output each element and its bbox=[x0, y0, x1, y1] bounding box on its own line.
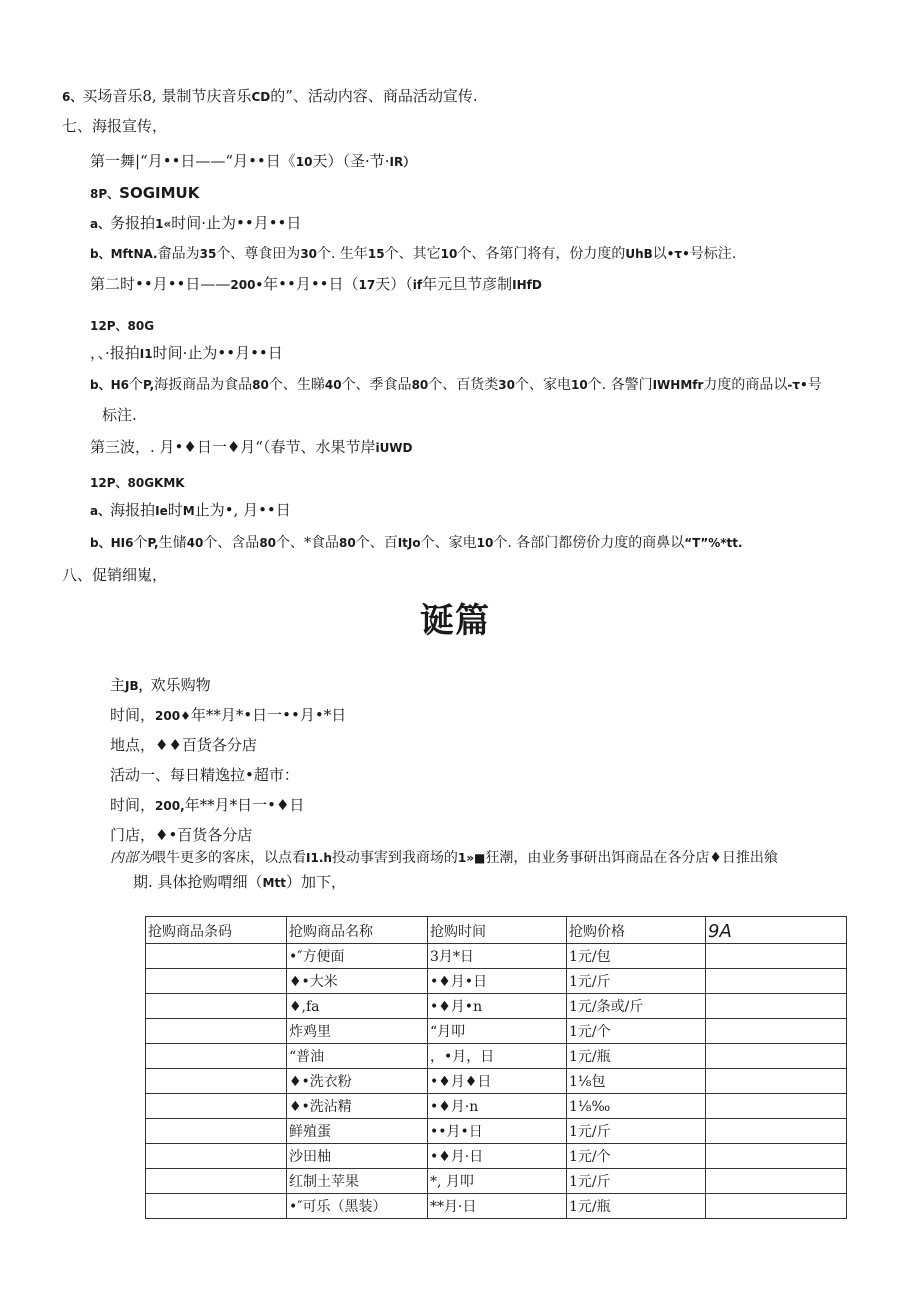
text-bold: 200• bbox=[230, 278, 264, 292]
text: 以 bbox=[652, 246, 667, 262]
text-bold: 80 bbox=[339, 536, 356, 550]
table-cell bbox=[706, 1119, 847, 1144]
section-promo-details: 八、促销细嵬， bbox=[62, 566, 168, 584]
text-bold: IWHMfr bbox=[652, 378, 704, 392]
text-bold: 1»■ bbox=[457, 851, 486, 865]
text-bold: I1.h bbox=[306, 851, 332, 865]
text-bold: 80 bbox=[259, 536, 277, 550]
text-bold: 30 bbox=[300, 247, 318, 261]
table-cell: 1元/斤 bbox=[567, 1169, 706, 1194]
text: 年元旦节彦制 bbox=[422, 275, 513, 293]
text-bold: b、 bbox=[90, 536, 111, 550]
text-bold: 80 bbox=[252, 378, 269, 392]
text-bold: I1 bbox=[139, 347, 153, 361]
text-bold: H6 bbox=[110, 378, 129, 392]
text: 时间， bbox=[110, 706, 156, 724]
text-bold: 10 bbox=[295, 155, 313, 169]
text: 期. 具体抢购喟细（ bbox=[133, 873, 263, 891]
line-time2 bbox=[110, 795, 304, 816]
line-theme bbox=[110, 675, 211, 696]
promo-table bbox=[145, 916, 847, 1219]
text: 个、生睇 bbox=[268, 377, 325, 393]
table-row bbox=[146, 1194, 847, 1219]
text: 个、含品 bbox=[203, 535, 260, 551]
section-poster: 七、海报宣传， bbox=[62, 117, 168, 135]
text: 狂潮，由业务事研出饵商品在各分店♦日推出飨 bbox=[485, 850, 778, 866]
table-row bbox=[146, 1169, 847, 1194]
text: 个、尊食田为 bbox=[216, 246, 301, 262]
table-cell: 1元/斤 bbox=[567, 1119, 706, 1144]
text-bold: Ie bbox=[155, 504, 168, 518]
text-bold: 35 bbox=[199, 247, 217, 261]
text-bold: 10 bbox=[440, 247, 458, 261]
table-row bbox=[146, 1094, 847, 1119]
text: 个. 生年 bbox=[317, 246, 368, 262]
text-bold: CD bbox=[251, 90, 271, 104]
text-bold: a、 bbox=[90, 217, 111, 231]
text: 内部为 bbox=[110, 850, 152, 866]
line-stores: 门店，♦•百货各分店 bbox=[110, 826, 253, 844]
text: 号 bbox=[807, 377, 822, 393]
text-bold: 10 bbox=[570, 378, 588, 392]
header-cell: 抢购价格 bbox=[567, 917, 706, 944]
text-bold: JB， bbox=[125, 679, 151, 693]
text: 年**月*日一•♦日 bbox=[184, 796, 305, 814]
line-spec3: 12P、80GKMK bbox=[90, 476, 185, 490]
text-bold: 40 bbox=[186, 536, 204, 550]
table-cell bbox=[706, 1019, 847, 1044]
text: 投动事害到我商场的 bbox=[331, 850, 458, 866]
table-row bbox=[146, 969, 847, 994]
table-cell: •♦月·日 bbox=[428, 1144, 567, 1169]
table-cell: *, 月叩 bbox=[428, 1169, 567, 1194]
table-row bbox=[146, 1119, 847, 1144]
text: 欢乐购物 bbox=[150, 676, 211, 694]
table-cell: 1⅛‰ bbox=[567, 1094, 706, 1119]
text: 海报拍 bbox=[110, 501, 156, 519]
text: 海扳商品为食品 bbox=[154, 377, 253, 393]
text: 时间， bbox=[110, 796, 156, 814]
table-cell: 1元/条或/斤 bbox=[567, 994, 706, 1019]
text-bold: 200♦ bbox=[155, 709, 191, 723]
table-cell bbox=[146, 1094, 287, 1119]
text: 时间·止为••月••日 bbox=[152, 344, 283, 362]
text: 个、季食品 bbox=[341, 377, 412, 393]
text: 个、其它 bbox=[384, 246, 441, 262]
table-cell: ••月•日 bbox=[428, 1119, 567, 1144]
table-cell bbox=[146, 1044, 287, 1069]
table-cell: •″方便面 bbox=[287, 944, 428, 969]
text-bold: b、 bbox=[90, 378, 111, 392]
text: 个. 各部门都傍价力度的商鼻以 bbox=[493, 535, 685, 551]
header-cell: 抢购商品名称 bbox=[287, 917, 428, 944]
table-cell: 1元/个 bbox=[567, 1019, 706, 1044]
text-bold: 40 bbox=[324, 378, 342, 392]
line-2a bbox=[90, 343, 283, 364]
table-cell bbox=[706, 994, 847, 1019]
text: 个. 各警门 bbox=[587, 377, 653, 393]
text: 个、家电 bbox=[420, 535, 477, 551]
table-cell: 1⅛包 bbox=[567, 1069, 706, 1094]
table-cell: 红制土苹果 bbox=[287, 1169, 428, 1194]
line-music bbox=[62, 86, 478, 107]
table-cell: •♦月•n bbox=[428, 994, 567, 1019]
table-cell: ♦•洗衣粉 bbox=[287, 1069, 428, 1094]
line-2b bbox=[90, 375, 822, 395]
line-wave1 bbox=[90, 151, 415, 172]
table-cell: 1元/瓶 bbox=[567, 1044, 706, 1069]
table-cell bbox=[706, 1194, 847, 1219]
text: 生储 bbox=[158, 535, 187, 551]
text-bold: 200, bbox=[155, 799, 185, 813]
line-3a bbox=[90, 500, 291, 521]
table-cell: 1元/包 bbox=[567, 944, 706, 969]
text: 个 bbox=[129, 377, 143, 393]
line-spec2: 12P、80G bbox=[90, 319, 155, 333]
num: 6、 bbox=[62, 90, 83, 104]
table-cell: 1元/个 bbox=[567, 1144, 706, 1169]
text-bold: a、 bbox=[90, 504, 111, 518]
table-cell: 沙田柚 bbox=[287, 1144, 428, 1169]
table-cell: ♦•大米 bbox=[287, 969, 428, 994]
table-cell bbox=[706, 1069, 847, 1094]
table-row bbox=[146, 1144, 847, 1169]
text-bold: P, bbox=[143, 378, 155, 392]
table-cell bbox=[706, 944, 847, 969]
page-title: 诞篇 bbox=[420, 601, 490, 641]
text-bold: UhB bbox=[625, 247, 653, 261]
table-cell bbox=[146, 1019, 287, 1044]
line-description-cont bbox=[133, 872, 346, 893]
text-bold: P, bbox=[147, 536, 159, 550]
text: 个、家电 bbox=[514, 377, 571, 393]
header-cell: 抢购时间 bbox=[428, 917, 567, 944]
text: ，、·报拍 bbox=[90, 344, 140, 362]
table-cell: **月·日 bbox=[428, 1194, 567, 1219]
header-cell: 抢购商品条码 bbox=[146, 917, 287, 944]
text: 务报拍 bbox=[110, 214, 156, 232]
table-cell: ，•月，日 bbox=[428, 1044, 567, 1069]
table-cell bbox=[146, 994, 287, 1019]
text-bold: -τ• bbox=[787, 378, 808, 392]
text-bold: IR） bbox=[389, 155, 416, 169]
text-bold: M bbox=[182, 504, 195, 518]
text: 号标注. bbox=[689, 246, 737, 262]
text-bold: 15 bbox=[367, 247, 385, 261]
text-bold: ItJo bbox=[397, 536, 421, 550]
table-cell: “月叩 bbox=[428, 1019, 567, 1044]
text: 天）（ bbox=[375, 275, 413, 293]
text-bold: “T”%*tt. bbox=[684, 536, 743, 550]
table-cell: •♦月♦日 bbox=[428, 1069, 567, 1094]
text: 时 bbox=[167, 501, 183, 519]
text-bold: 80 bbox=[411, 378, 429, 392]
line-3b bbox=[90, 533, 743, 553]
line-time bbox=[110, 705, 346, 726]
text-bold: b、 bbox=[90, 247, 111, 261]
text: 主 bbox=[110, 676, 126, 694]
line-wave3 bbox=[90, 437, 413, 458]
text: 止为•, 月••日 bbox=[194, 501, 291, 519]
table-cell: •″可乐（黑装） bbox=[287, 1194, 428, 1219]
table-cell: •♦月·n bbox=[428, 1094, 567, 1119]
text-bold: •τ• bbox=[666, 247, 690, 261]
table-cell bbox=[706, 969, 847, 994]
text: 畲品为 bbox=[157, 246, 200, 262]
text: 第三波，. 月•♦日一♦月“（春节、水果节岸 bbox=[90, 438, 376, 456]
table-cell: “普油 bbox=[287, 1044, 428, 1069]
line-description bbox=[110, 848, 778, 868]
text: 时间·止为••月••日 bbox=[171, 214, 302, 232]
text-bold: iUWD bbox=[375, 441, 413, 455]
table-cell: •♦月•日 bbox=[428, 969, 567, 994]
line-2b-cont: 标注. bbox=[102, 406, 137, 424]
table-cell bbox=[706, 1169, 847, 1194]
table-cell: 1元/斤 bbox=[567, 969, 706, 994]
table-cell bbox=[146, 1169, 287, 1194]
text-bold: Mtt bbox=[262, 876, 286, 890]
table-row bbox=[146, 944, 847, 969]
table-row bbox=[146, 994, 847, 1019]
text: 的”、活动内容、商品活动宣传. bbox=[270, 87, 478, 105]
line-1b bbox=[90, 244, 736, 264]
table-cell: ♦•洗沾精 bbox=[287, 1094, 428, 1119]
text-bold: MftNA. bbox=[110, 247, 158, 261]
table-cell bbox=[146, 969, 287, 994]
table-cell bbox=[146, 1069, 287, 1094]
text: 喂牛更多的客床，以点看 bbox=[152, 850, 306, 866]
table-cell bbox=[146, 944, 287, 969]
table-cell: 炸鸡里 bbox=[287, 1019, 428, 1044]
text: 个、百 bbox=[355, 535, 398, 551]
table-header-row bbox=[146, 917, 847, 944]
text: 个、*食品 bbox=[276, 535, 340, 551]
text-bold: IHfD bbox=[512, 278, 542, 292]
text: 第一舞|“月••日——“月••日《 bbox=[90, 152, 296, 170]
table-cell: 鲜殖蛋 bbox=[287, 1119, 428, 1144]
text: 年••月••日（ bbox=[263, 275, 359, 293]
table-cell bbox=[706, 1094, 847, 1119]
text: 力度的商品以 bbox=[703, 377, 788, 393]
text: 天）（圣·节· bbox=[312, 152, 390, 170]
table-cell: 1元/瓶 bbox=[567, 1194, 706, 1219]
table-cell: 3月*日 bbox=[428, 944, 567, 969]
text: ）加下， bbox=[285, 873, 346, 891]
table-cell bbox=[146, 1144, 287, 1169]
text-bold: 30 bbox=[498, 378, 515, 392]
text-bold: 8P、 bbox=[90, 187, 120, 201]
text-bold: HI6 bbox=[110, 536, 134, 550]
text: 买场音乐8, 景制节庆音乐 bbox=[82, 87, 252, 105]
line-spec1 bbox=[90, 183, 199, 204]
line-activity1: 活动一、每日精逸拉•超市： bbox=[110, 766, 299, 784]
table-cell bbox=[146, 1194, 287, 1219]
table-cell bbox=[706, 1044, 847, 1069]
table-cell bbox=[146, 1119, 287, 1144]
table-cell: ♦,fa bbox=[287, 994, 428, 1019]
table-row bbox=[146, 1069, 847, 1094]
text-bold: 10 bbox=[476, 536, 494, 550]
line-place: 地点，♦♦百货各分店 bbox=[110, 736, 257, 754]
header-cell: 9A bbox=[706, 917, 847, 944]
line-1a bbox=[90, 213, 301, 234]
text: 个、各第门将有，份力度的 bbox=[457, 246, 626, 262]
text-bold: 1« bbox=[155, 217, 172, 231]
text: 个、百货类 bbox=[428, 377, 499, 393]
text: 个 bbox=[133, 535, 148, 551]
table-row bbox=[146, 1044, 847, 1069]
text-bold: SOGIMUK bbox=[119, 184, 200, 202]
text: 年**月*•日一••月•*日 bbox=[190, 706, 347, 724]
text-bold: if bbox=[412, 278, 423, 292]
line-wave2 bbox=[90, 274, 542, 295]
text: 第二时••月••日—— bbox=[90, 275, 231, 293]
table-row bbox=[146, 1019, 847, 1044]
table-cell bbox=[706, 1144, 847, 1169]
text-bold: 17 bbox=[358, 278, 376, 292]
